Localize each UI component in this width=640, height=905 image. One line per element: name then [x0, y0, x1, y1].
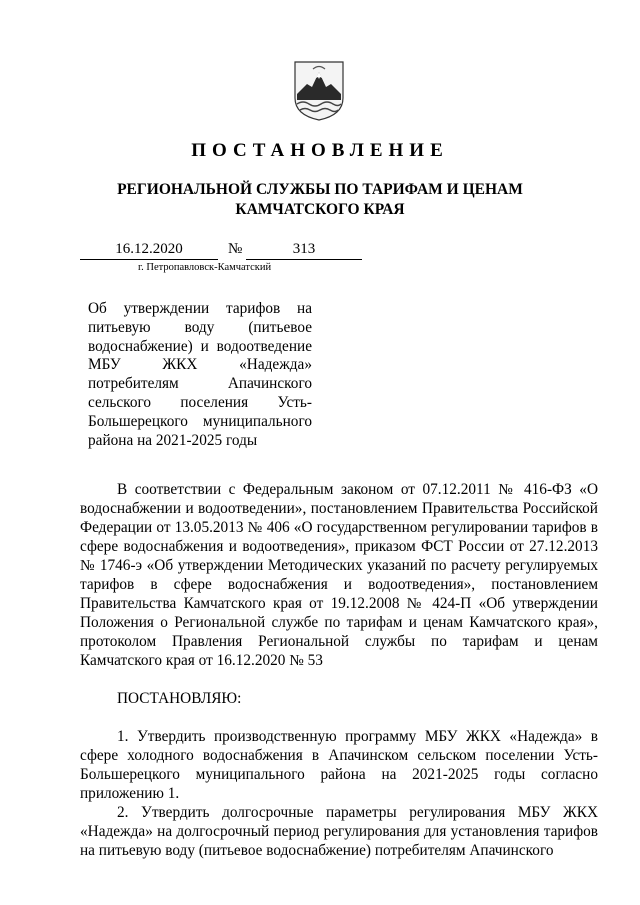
- decree-word: ПОСТАНОВЛЯЮ:: [117, 690, 242, 707]
- date-number-line: [0, 240, 640, 264]
- decree-number: 313: [246, 240, 362, 260]
- issuing-authority: РЕГИОНАЛЬНОЙ СЛУЖБЫ ПО ТАРИФАМ И ЦЕНАМ КАМЧАТСКОГО КРАЯ: [117, 181, 523, 218]
- kamchatka-emblem-icon: [293, 60, 345, 122]
- city-name: г. Петропавловск-Камчатский: [138, 262, 272, 273]
- preamble-paragraph: В соответствии с Федеральным законом от 07.12.2011 № 416-ФЗ «О водоснабжении и водоотведении», постановлением Правительства Российской Федерации от 13.05.2013 № 406 «О государственном регулировании тарифов в сфере водоснабжения и водоотведения», приказом ФСТ России от 27.12.2013 № 1746-э «Об утверждении Методических указаний по расчету регулируемых тарифов в сфере водоснабжения и водоотведения», постановлением Правительства Камчатского края от 19.12.2008 № 424-П «Об утверждении Положения о Региональной службе по тарифам и ценам Камчатского края», протоколом Правления Региональной службы по тарифам и ценам Камчатского края от 16.12.2020 № 53: [80, 481, 598, 669]
- decree-date: 16.12.2020: [80, 240, 218, 260]
- decree-subject: Об утверждении тарифов на питьевую воду (питьевое водоснабжение) и водоотведение МБУ ЖКХ «Надежда» потребителям Апачинского сельского поселения Усть-Большерецкого муниципального района на 2021-2025 годы: [88, 300, 312, 449]
- decree-body: [80, 480, 598, 860]
- document-title: ПОСТАНОВЛЕНИЕ: [191, 140, 449, 161]
- decree-item-1: 1. Утвердить производственную программу МБУ ЖКХ «Надежда» в сфере холодного водоснабжения в Апачинском сельском поселении Усть-Большерецкого муниципального района на 2021-2025 годы согласно приложению 1.: [80, 728, 598, 802]
- decree-item-2: 2. Утвердить долгосрочные параметры регулирования МБУ ЖКХ «Надежда» на долгосрочный период регулирования для установления тарифов на питьевую воду (питьевое водоснабжение) потребителям Апачинского: [80, 804, 598, 859]
- number-sign: №: [228, 241, 243, 257]
